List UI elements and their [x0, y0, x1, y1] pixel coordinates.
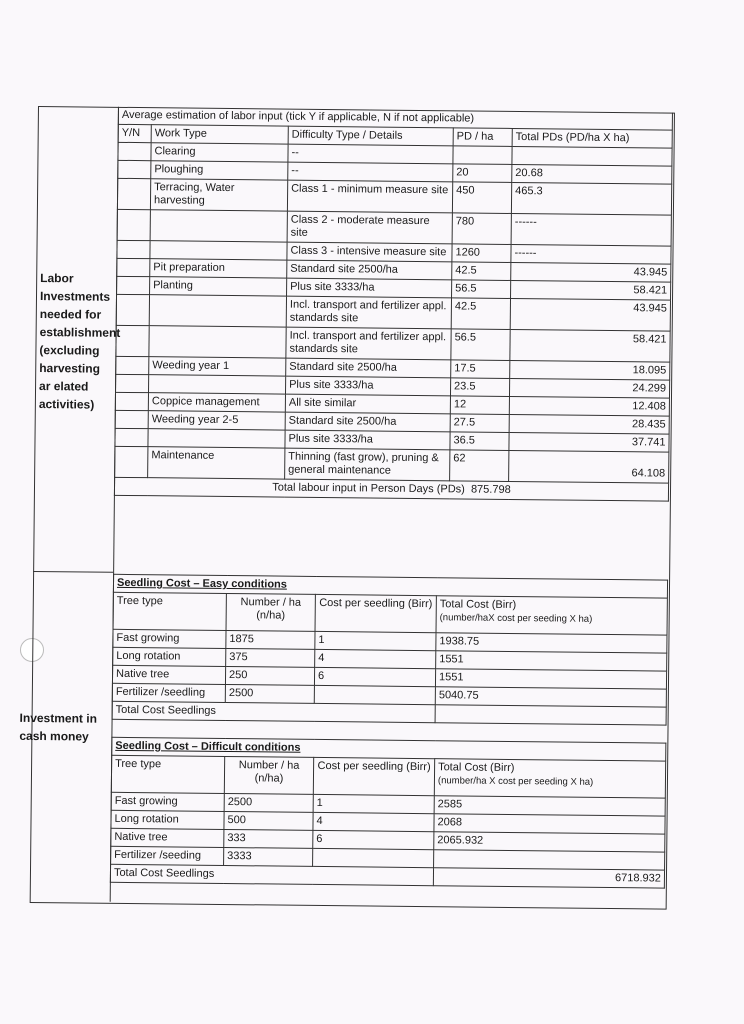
labor-total-value: 875.798	[470, 483, 511, 496]
labor-title: Average estimation of labor input (tick Y if applicable, N if not applicable)	[118, 107, 672, 130]
table-row: Class 3 - intensive measure site 1260 ------	[117, 240, 671, 264]
table-row: Fertilizer /seeding 3333	[111, 846, 665, 870]
table-row: Fast growing 1875 1 1938.75	[113, 629, 667, 653]
difficult-total-value: 6718.932	[433, 868, 664, 888]
header-difficulty: Difficulty Type / Details	[288, 126, 453, 146]
difficult-header-row: Tree type Number / ha (n/ha) Cost per seedling (Birr) Total Cost (Birr) (number/ha X cost per seeding X ha)	[111, 755, 665, 798]
table-row: Clearing --	[118, 142, 672, 166]
easy-title: Seedling Cost – Easy conditions	[113, 574, 667, 598]
table-row: Pit preparation Standard site 2500/ha 42.5 43.945	[117, 258, 671, 282]
table-row: Long rotation 375 4 1551	[113, 647, 667, 671]
labor-table	[114, 107, 673, 502]
labor-side-label: Labor Investments needed for establishment (excluding harvesting ar elated activities)	[38, 271, 121, 412]
table-row: Incl. transport and fertilizer appl. standards site 42.5 43.945	[116, 294, 670, 331]
difficult-seedling-table	[110, 737, 666, 889]
header-yn: Y/N	[118, 124, 151, 142]
table-row: Ploughing -- 20 20.68	[118, 160, 672, 184]
table-row: Incl. transport and fertilizer appl. standards site 56.5 58.421	[116, 325, 670, 362]
table-row: Plus site 3333/ha 36.5 37.741	[115, 428, 669, 452]
table-row: Weeding year 1 Standard site 2500/ha 17.5 18.095	[116, 356, 670, 380]
header-work-type: Work Type	[151, 125, 288, 144]
table-row: Class 2 - moderate measure site 780 ------	[117, 209, 671, 246]
table-row: Plus site 3333/ha 23.5 24.299	[116, 374, 670, 398]
table-row: Long rotation 500 4 2068	[111, 810, 665, 834]
table-row: Fast growing 2500 1 2585	[111, 792, 665, 816]
header-total-pds: Total PDs (PD/ha X ha)	[512, 128, 672, 148]
table-row: Coppice management All site similar 12 12.408	[115, 392, 669, 416]
cash-side-label: Investment in cash money	[19, 710, 98, 744]
table-row: Maintenance Thinning (fast grow), pruning & general maintenance 62 64.108	[115, 446, 669, 483]
easy-seedling-table	[112, 574, 668, 726]
table-row: Weeding year 2-5 Standard site 2500/ha 27.5 28.435	[115, 410, 669, 434]
labor-total-label: Total labour input in Person Days (PDs)	[272, 481, 465, 496]
easy-total-row: Total Cost Seedlings	[112, 701, 666, 725]
document	[19, 106, 678, 913]
table-row: Native tree 333 6 2065.932	[111, 828, 665, 852]
difficult-total-row: Total Cost Seedlings 6718.932	[110, 864, 664, 888]
difficult-title: Seedling Cost – Difficult conditions	[112, 737, 666, 761]
header-pd-ha: PD / ha	[453, 128, 512, 147]
table-row: Fertilizer /seedling 2500 5040.75	[112, 683, 666, 707]
table-row: Native tree 250 6 1551	[112, 665, 666, 689]
table-row: Planting Plus site 3333/ha 56.5 58.421	[117, 276, 671, 300]
table-row: Terracing, Water harvesting Class 1 - minimum measure site 450 465.3	[117, 178, 671, 215]
easy-header-row: Tree type Number / ha (n/ha) Cost per seedling (Birr) Total Cost (Birr) (number/haX cost per seeding X ha)	[113, 592, 667, 635]
